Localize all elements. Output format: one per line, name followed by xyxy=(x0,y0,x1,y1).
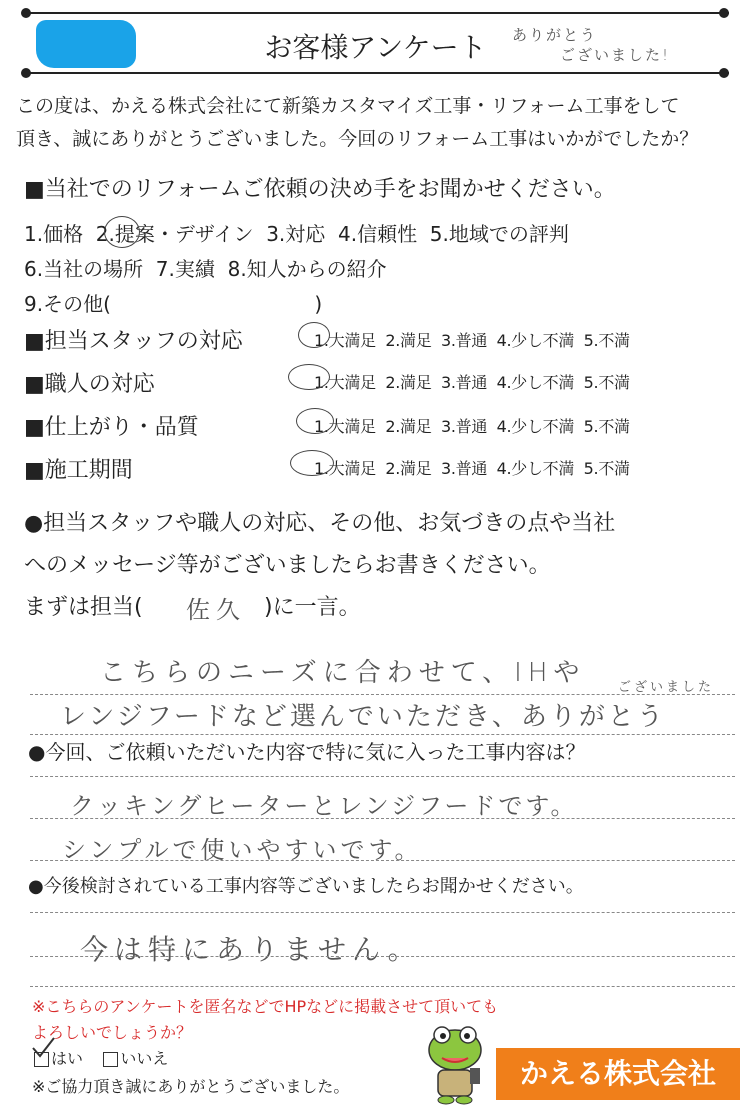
answer-rule xyxy=(30,986,735,987)
ornament-top-left-icon xyxy=(14,4,38,22)
q3-heading: ●今回、ご依頼いただいた内容で特に気に入った工事内容は？ xyxy=(28,740,586,764)
q4-answer-line1: 今は特にありません。 xyxy=(80,933,422,966)
answer-rule xyxy=(30,694,735,695)
answer-rule xyxy=(30,818,735,819)
handwritten-thanks-line2: ございました! xyxy=(560,46,671,64)
rating-scale-quality: 1.大満足 2.満足 3.普通 4.少し不満 5.不満 xyxy=(314,417,630,436)
rating-selected-craftsman xyxy=(288,364,330,390)
consent-no-label: いいえ xyxy=(120,1049,169,1068)
answer-rule xyxy=(30,860,735,861)
company-logo: かえる株式会社 xyxy=(496,1048,740,1100)
q1-heading: ■当社でのリフォームご依頼の決め手をお聞かせください。 xyxy=(24,177,616,202)
intro-line2: 頂き、誠にありがとうございました。今回のリフォーム工事はいかがでしたか？ xyxy=(16,128,699,150)
q2-staff-name: 佐久 xyxy=(186,596,246,624)
ornament-bottom-left-icon xyxy=(14,64,38,82)
q2-answer-note: ございました xyxy=(618,680,715,695)
rating-scale-period: 1.大満足 2.満足 3.普通 4.少し不満 5.不満 xyxy=(314,459,630,478)
q1-options-row2: 6.当社の場所 7.実績 8.知人からの紹介 xyxy=(24,257,387,281)
rating-scale-staff: 1.大満足 2.満足 3.普通 4.少し不満 5.不満 xyxy=(314,331,630,350)
q2-line1: ●担当スタッフや職人の対応、その他、お気づきの点や当社 xyxy=(24,511,616,536)
rating-label-staff: ■担当スタッフの対応 xyxy=(24,329,243,354)
rating-selected-quality xyxy=(296,408,334,434)
answer-rule xyxy=(30,734,735,735)
rating-scale-craftsman: 1.大満足 2.満足 3.普通 4.少し不満 5.不満 xyxy=(314,373,630,392)
intro-line1: この度は、かえる株式会社にて新築カスタマイズ工事・リフォーム工事をして xyxy=(16,95,680,117)
footer-consent-line1: ※こちらのアンケートを匿名などでHPなどに掲載させて頂いても xyxy=(32,997,499,1016)
answer-rule xyxy=(30,776,735,777)
q2-line3-after: )に一言。 xyxy=(264,595,361,620)
rating-label-quality: ■仕上がり・品質 xyxy=(24,415,199,440)
q2-line3-before: まずは担当( xyxy=(24,595,143,620)
footer-consent-line2: よろしいでしょうか？ xyxy=(32,1023,193,1042)
ornament-top-right-icon xyxy=(712,4,736,22)
empty-box-icon xyxy=(103,1052,118,1067)
rating-label-period: ■施工期間 xyxy=(24,458,133,483)
ornament-bottom-right-icon xyxy=(712,64,736,82)
header-bottom-rule xyxy=(24,72,729,74)
footer-thanks: ※ご協力頂き誠にありがとうございました。 xyxy=(32,1077,350,1096)
q2-answer-line2: レンジフードなど選んでいただき、ありがとう xyxy=(60,702,666,732)
handwritten-thanks-line1: ありがとう xyxy=(512,26,598,44)
header-top-rule xyxy=(24,12,729,14)
rating-selected-period xyxy=(290,450,334,476)
rating-label-craftsman: ■職人の対応 xyxy=(24,372,155,397)
answer-rule xyxy=(30,912,735,913)
q1-options-row1: 1.価格 2.提案・デザイン 3.対応 4.信頼性 5.地域での評判 xyxy=(24,222,569,246)
frog-mascot-icon xyxy=(420,1020,490,1106)
q4-heading: ●今後検討されている工事内容等ございましたらお聞かせください。 xyxy=(28,876,584,897)
page-title: お客様アンケート xyxy=(264,31,487,64)
q3-answer-line2: シンプルで使いやすいです。 xyxy=(62,836,423,864)
q2-answer-line1: こちらのニーズに合わせて、IHや xyxy=(100,658,586,688)
q1-selected-circle xyxy=(104,216,140,248)
q3-answer-line1: クッキングヒーターとレンジフードです。 xyxy=(70,792,578,820)
consent-yes-label: はい xyxy=(51,1049,84,1068)
consent-no-checkbox[interactable] xyxy=(103,1049,168,1068)
q1-options-row3: 9.その他( ) xyxy=(24,292,323,316)
checkmark-icon xyxy=(30,1036,56,1060)
q2-line2: へのメッセージ等がございましたらお書きください。 xyxy=(24,553,551,578)
rating-selected-staff xyxy=(298,322,330,348)
intro-text xyxy=(16,90,698,156)
answer-rule xyxy=(30,956,735,957)
